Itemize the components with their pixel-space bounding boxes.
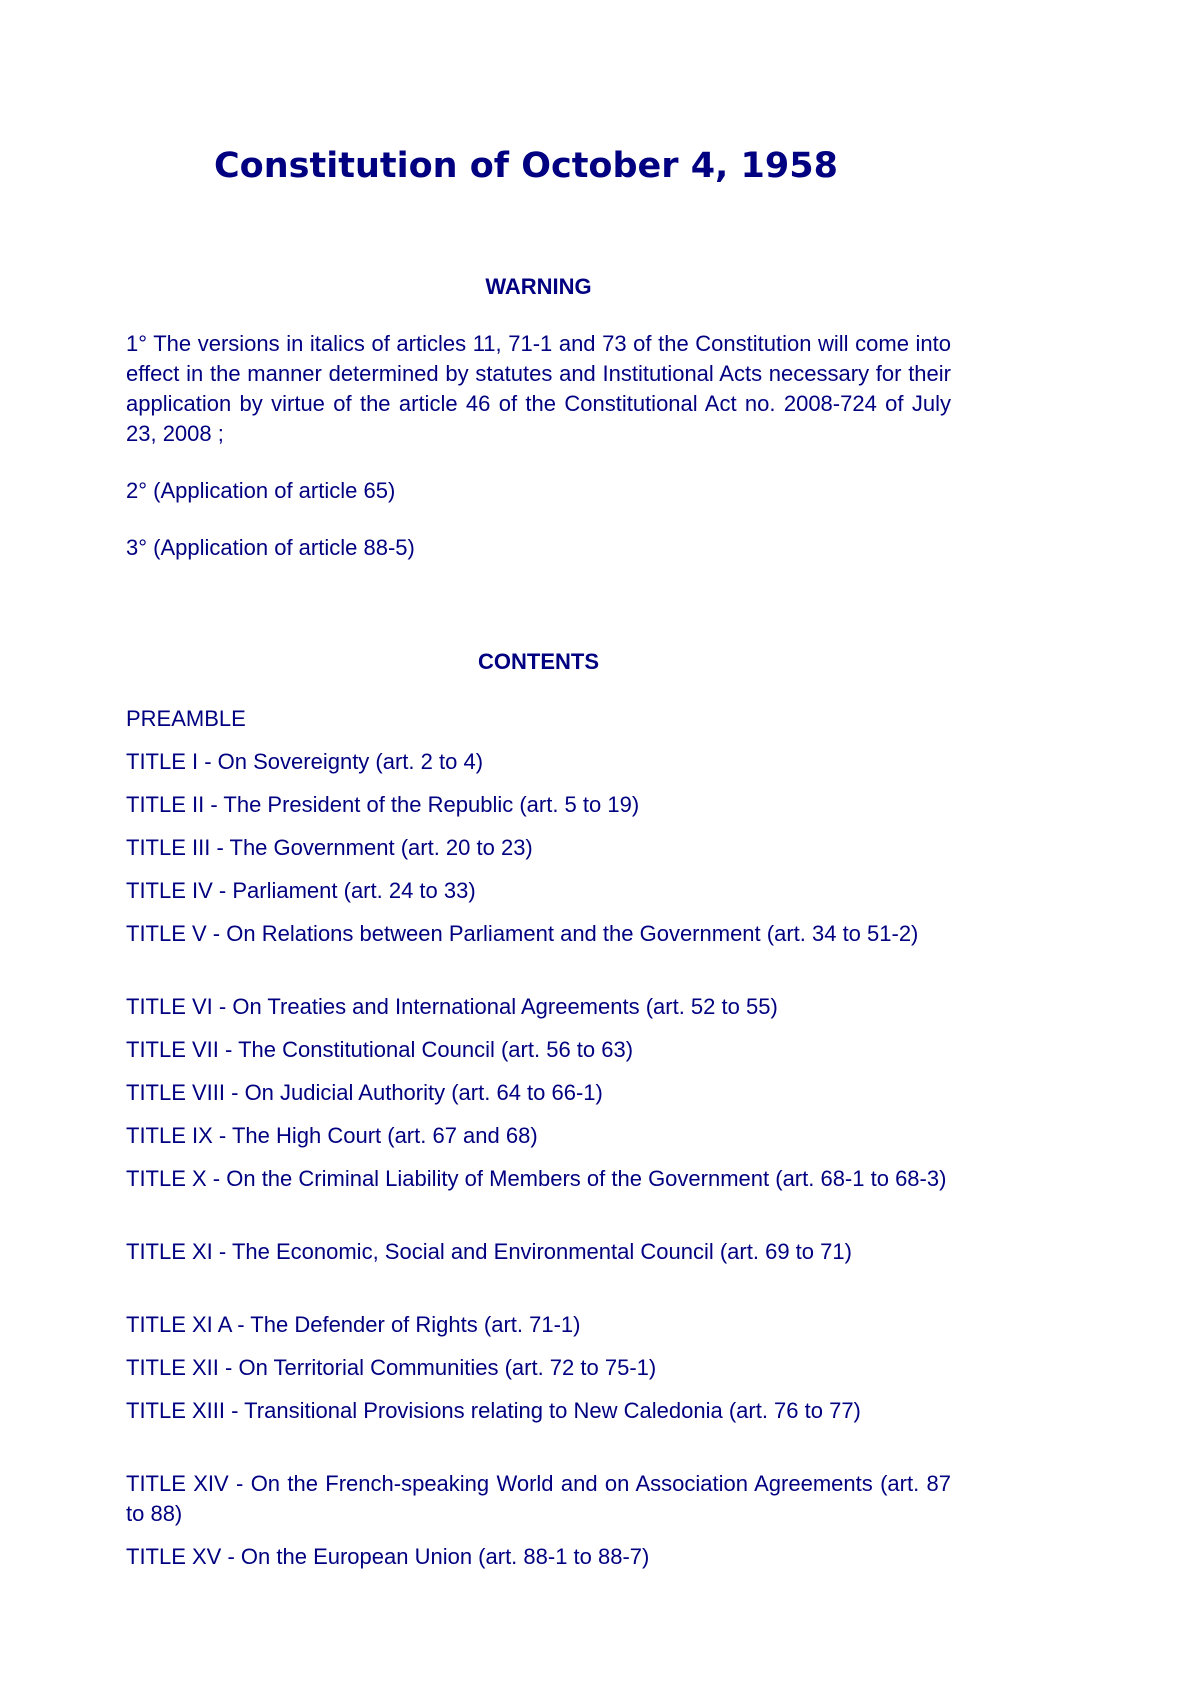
toc-item-title-5: TITLE V - On Relations between Parliament and the Government (art. 34 to 51-2) <box>126 921 919 946</box>
toc-item-title-1: TITLE I - On Sovereignty (art. 2 to 4) <box>126 749 484 774</box>
toc-item-title-4: TITLE IV - Parliament (art. 24 to 33) <box>126 878 476 903</box>
toc-item-title-9: TITLE IX - The High Court (art. 67 and 68) <box>126 1123 538 1148</box>
toc-item-title-11a: TITLE XI A - The Defender of Rights (art. 71-1) <box>126 1312 581 1337</box>
contents-heading: CONTENTS <box>478 649 599 674</box>
toc-item-title-11: TITLE XI - The Economic, Social and Environmental Council (art. 69 to 71) <box>126 1239 852 1264</box>
warning-item-3: 3° (Application of article 88-5) <box>126 535 415 560</box>
document-title: Constitution of October 4, 1958 <box>214 146 838 186</box>
toc-item-title-14: TITLE XIV - On the French-speaking World and on Association Agreements (art. 87 to 88) <box>126 1471 951 1526</box>
toc-item-title-2: TITLE II - The President of the Republic (art. 5 to 19) <box>126 792 640 817</box>
toc-item-title-8: TITLE VIII - On Judicial Authority (art. 64 to 66-1) <box>126 1080 603 1105</box>
toc-item-title-3: TITLE III - The Government (art. 20 to 23) <box>126 835 533 860</box>
toc-item-title-10: TITLE X - On the Criminal Liability of Members of the Government (art. 68-1 to 68-3) <box>126 1166 947 1191</box>
toc-item-title-7: TITLE VII - The Constitutional Council (art. 56 to 63) <box>126 1037 634 1062</box>
warning-item-1: 1° The versions in italics of articles 11, 71-1 and 73 of the Constitution will come into effect in the manner determined by statutes and Institutional Acts necessary for their application by virtue of the article 46 of the Constitutional Act no. 2008-724 of July 23, 2008 ; <box>126 331 951 446</box>
toc-item-preamble: PREAMBLE <box>126 706 246 731</box>
toc-item-title-12: TITLE XII - On Territorial Communities (art. 72 to 75-1) <box>126 1355 657 1380</box>
toc-item-title-6: TITLE VI - On Treaties and International Agreements (art. 52 to 55) <box>126 994 778 1019</box>
toc-item-title-13: TITLE XIII - Transitional Provisions relating to New Caledonia (art. 76 to 77) <box>126 1398 861 1423</box>
toc-item-title-15: TITLE XV - On the European Union (art. 88-1 to 88-7) <box>126 1544 650 1569</box>
warning-heading: WARNING <box>485 274 592 299</box>
warning-item-2: 2° (Application of article 65) <box>126 478 396 503</box>
